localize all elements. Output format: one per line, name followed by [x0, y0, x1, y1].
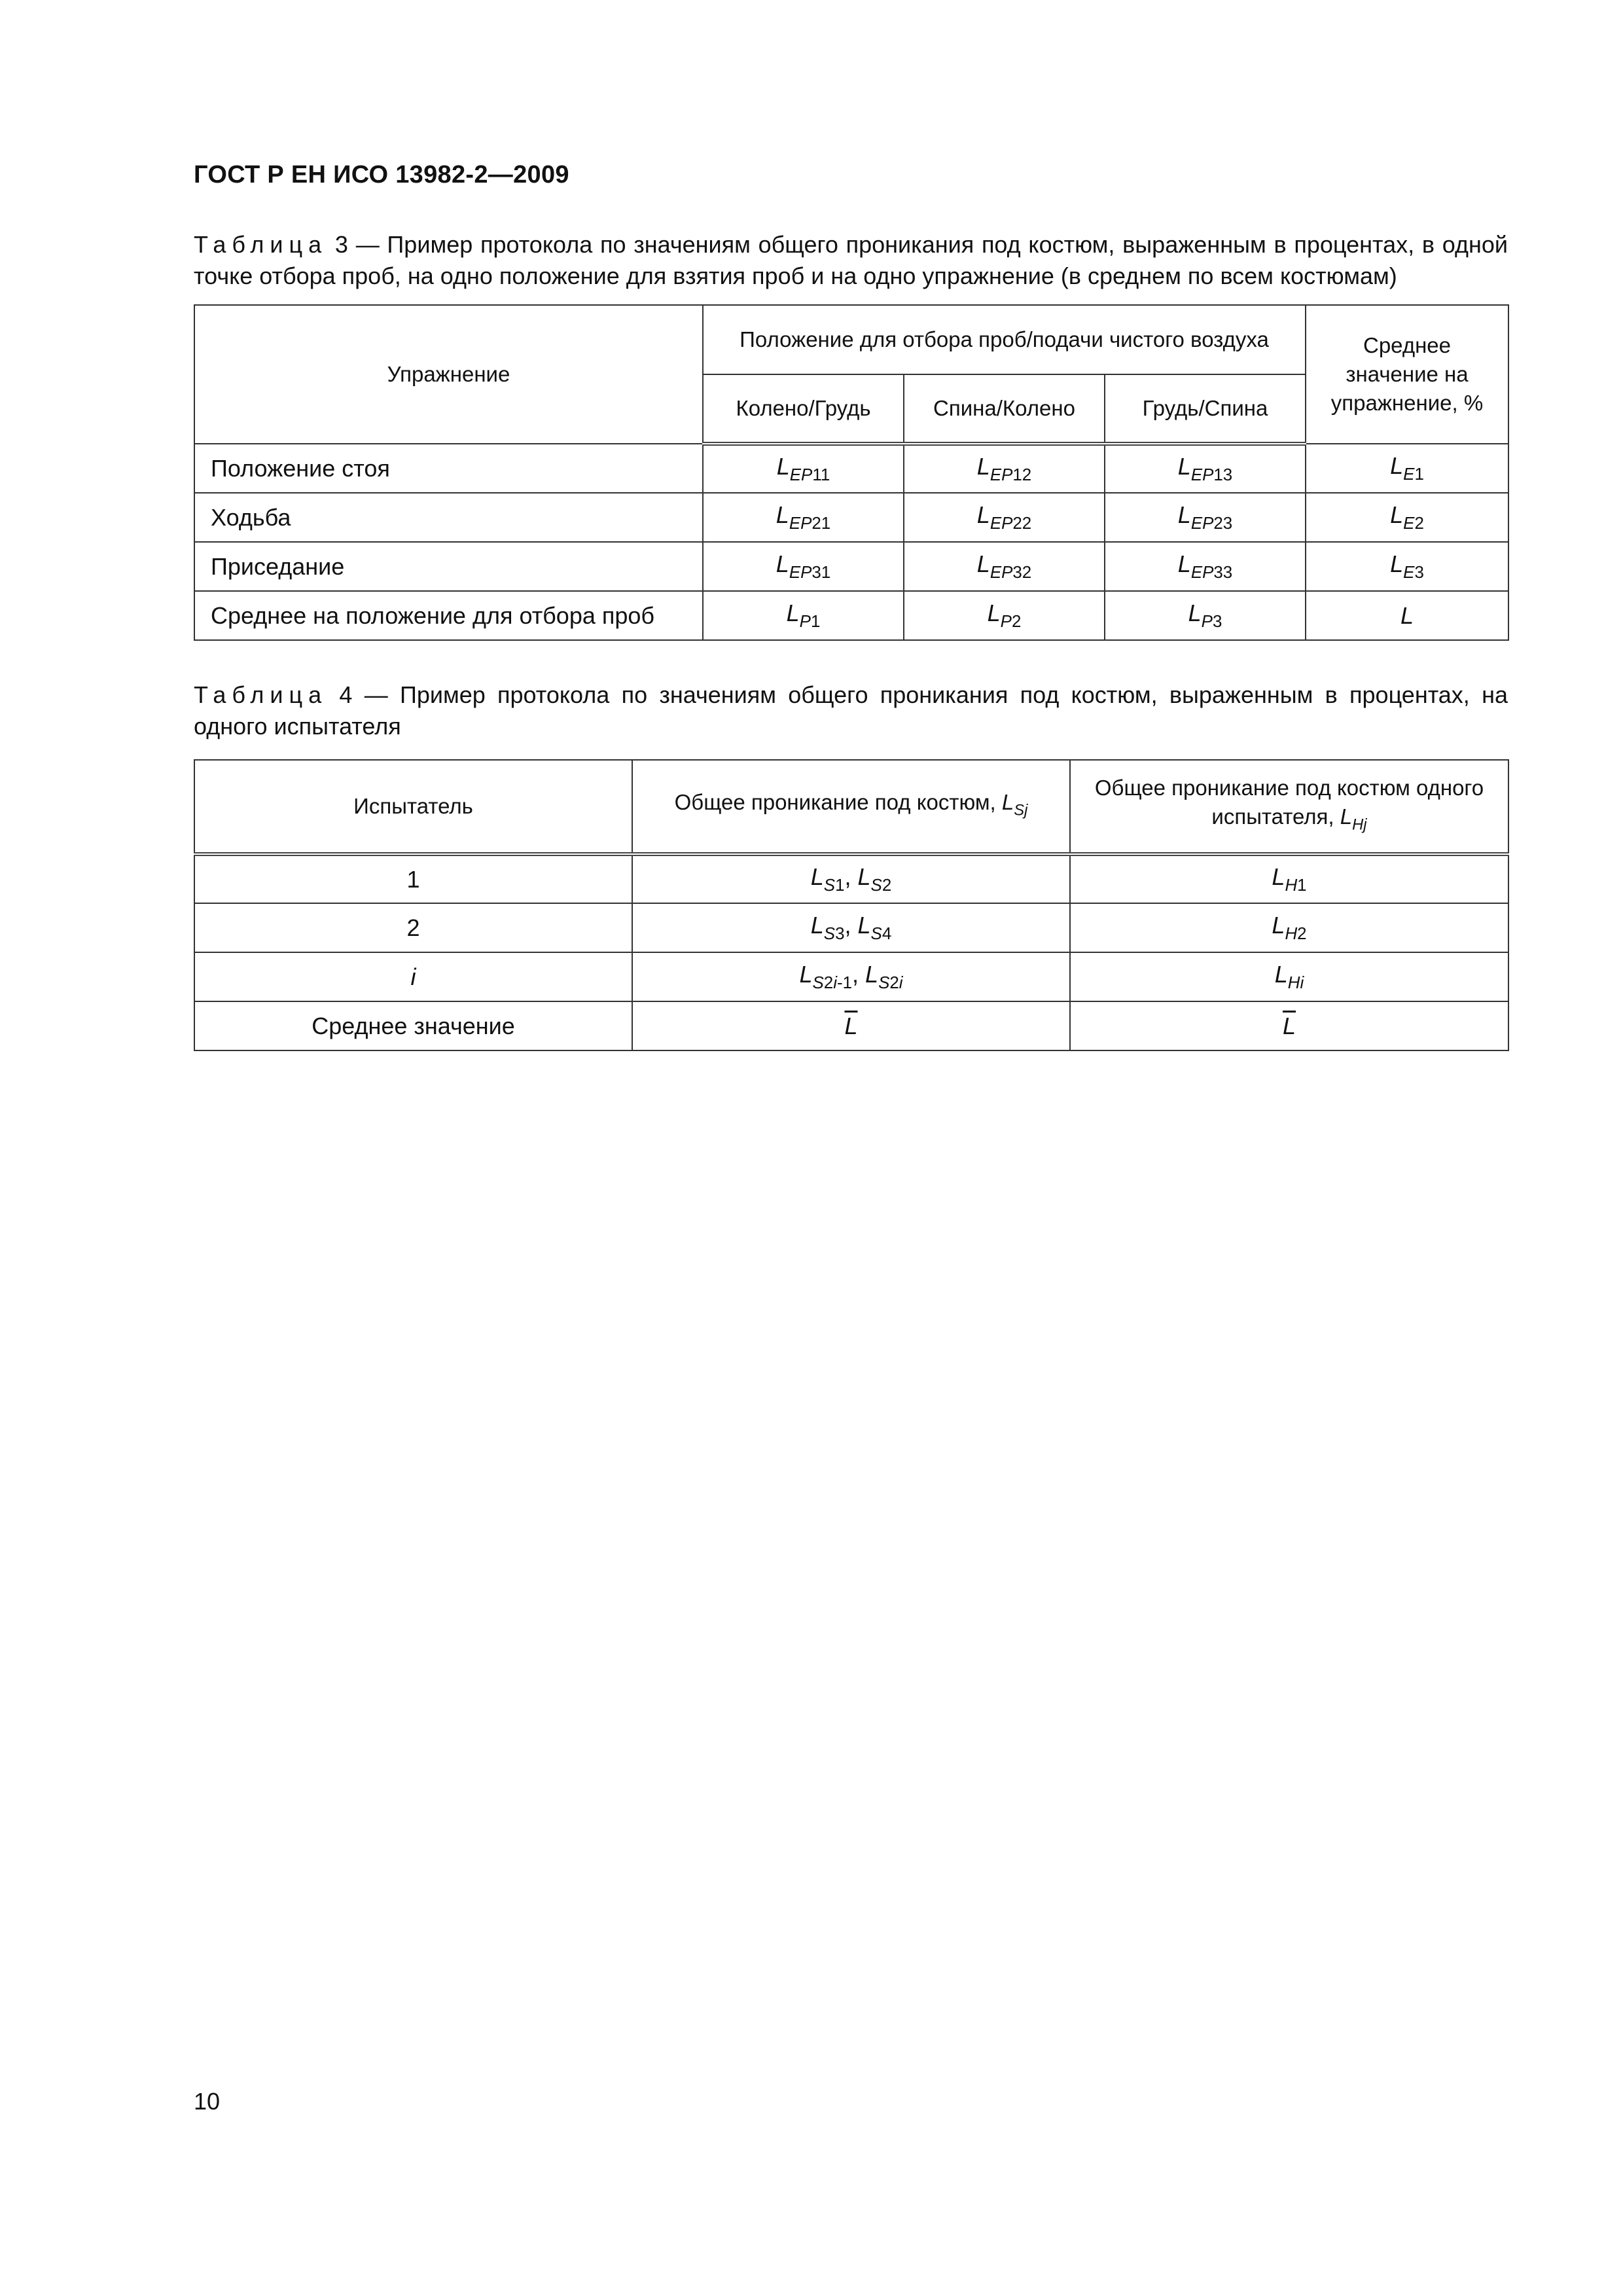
table3-body	[194, 444, 1508, 640]
table3-cell	[703, 444, 904, 493]
table3-header-mean: Среднее значение на упражнение, %	[1306, 305, 1508, 444]
table3-row-label: Положение стоя	[194, 444, 703, 493]
math-symbol: $L_{E1}$	[1390, 452, 1424, 484]
table3-row-label: Приседание	[194, 542, 703, 591]
table3-caption	[194, 229, 1508, 292]
table4-row-label: 1	[194, 854, 632, 903]
math-symbol: $L_{Hi}$	[1274, 960, 1304, 993]
math-symbol: $L_{S3}$, $L_{S4}$	[810, 911, 892, 944]
table3-cell	[1306, 542, 1508, 591]
table3-cell	[1306, 493, 1508, 542]
math-symbol: $L_{P3}$	[1188, 599, 1222, 632]
math-symbol: $L_{H2}$	[1272, 911, 1307, 944]
table-row	[194, 493, 1508, 542]
math-symbol: $L_{E2}$	[1390, 501, 1424, 533]
table3-header-position-group: Положение для отбора проб/подачи чистого воздуха	[703, 305, 1306, 374]
table3-cell	[1105, 542, 1306, 591]
math-symbol: $L_{EP23}$	[1177, 501, 1233, 533]
math-symbol: L	[1400, 601, 1414, 629]
table3-header-row	[194, 305, 1508, 374]
table3-cell	[703, 493, 904, 542]
table-row	[194, 903, 1508, 952]
table-row	[194, 1001, 1508, 1050]
math-symbol: $L_{EP12}$	[976, 452, 1032, 485]
math-symbol: $L_{P2}$	[987, 599, 1022, 632]
math-symbol: $L_{E3}$	[1390, 550, 1424, 583]
table3-cell	[703, 591, 904, 640]
table3-cell	[1306, 444, 1508, 493]
math-symbol: $\overline{L}$	[844, 1012, 858, 1039]
table4-row-label: i	[194, 952, 632, 1001]
table4-col2-cell	[632, 952, 1070, 1001]
math-symbol: $L_{EP31}$	[776, 550, 831, 583]
table4-row-label: Среднее значение	[194, 1001, 632, 1050]
document-header: ГОСТ Р ЕН ИСО 13982-2—2009	[194, 161, 569, 188]
math-symbol: $L_{H1}$	[1272, 863, 1307, 895]
table4-col2-cell	[632, 903, 1070, 952]
table3-cell	[904, 493, 1105, 542]
table4	[194, 759, 1509, 1051]
table4-col2-cell	[632, 1001, 1070, 1050]
table3-caption-number: 3	[334, 231, 348, 258]
math-symbol: $L_{EP32}$	[976, 550, 1032, 583]
table3-row-label: Среднее на положение для отбора проб	[194, 591, 703, 640]
table3-row-label: Ходьба	[194, 493, 703, 542]
table4-col2-cell	[632, 854, 1070, 903]
table4-header-tester: Испытатель	[194, 760, 632, 854]
table3-cell	[904, 591, 1105, 640]
table4-header-col3-symbol: $L_{Hj}$	[1340, 804, 1367, 834]
math-symbol: $L_{P1}$	[786, 599, 821, 632]
table3-cell	[1306, 591, 1508, 640]
table4-col3-cell	[1070, 1001, 1508, 1050]
table3-caption-text: — Пример протокола по значениям общего проникания под костюм, выраженным в процентах, в одной точке отбора проб, на одно положение для взятия проб и на одно упражнение (в среднем по всем костюмам)	[194, 231, 1508, 289]
table3-cell	[1105, 493, 1306, 542]
table4-caption-label: Таблица	[194, 681, 328, 708]
math-symbol: $\overline{L}$	[1282, 1012, 1296, 1039]
table-row	[194, 444, 1508, 493]
table3-cell	[904, 444, 1105, 493]
table4-row-label: 2	[194, 903, 632, 952]
table4-header-col2-text: Общее проникание под костюм,	[674, 789, 996, 814]
table4-col3-cell	[1070, 903, 1508, 952]
table3-header-col1: Колено/Грудь	[703, 374, 904, 444]
math-symbol: $L_{EP21}$	[776, 501, 831, 533]
table3-header-exercise: Упражнение	[194, 305, 703, 444]
table3-cell	[1105, 591, 1306, 640]
table4-caption	[194, 679, 1508, 742]
table3-cell	[703, 542, 904, 591]
table-row	[194, 542, 1508, 591]
math-symbol: $L_{EP13}$	[1177, 452, 1233, 485]
table4-col3-cell	[1070, 952, 1508, 1001]
math-symbol: $L_{S1}$, $L_{S2}$	[810, 863, 892, 895]
table4-body	[194, 854, 1508, 1050]
math-symbol: $L_{EP22}$	[976, 501, 1032, 533]
table3-header-col2: Спина/Колено	[904, 374, 1105, 444]
math-symbol: $L_{EP11}$	[776, 452, 830, 485]
table4-header-row	[194, 760, 1508, 854]
table-row	[194, 854, 1508, 903]
page-number: 10	[194, 2088, 221, 2115]
table4-header-col3	[1070, 760, 1508, 854]
table-row	[194, 591, 1508, 640]
table4-caption-text: — Пример протокола по значениям общего проникания под костюм, выраженным в процентах, на одного испытателя	[194, 681, 1508, 740]
table4-header-col3-text: Общее проникание под костюм одного испытателя,	[1094, 775, 1484, 829]
table3-cell	[1105, 444, 1306, 493]
math-symbol: $L_{S2i-1}$, $L_{S2i}$	[799, 960, 903, 993]
math-symbol: $L_{EP33}$	[1177, 550, 1233, 583]
table4-header-col2-symbol: $L_{Sj}$	[1001, 789, 1028, 819]
table3-cell	[904, 542, 1105, 591]
table4-col3-cell	[1070, 854, 1508, 903]
table3-caption-label: Таблица	[194, 231, 328, 258]
table3-header-col3: Грудь/Спина	[1105, 374, 1306, 444]
table4-header-col2	[632, 760, 1070, 854]
table4-caption-number: 4	[339, 681, 353, 708]
table3	[194, 304, 1509, 641]
table-row	[194, 952, 1508, 1001]
